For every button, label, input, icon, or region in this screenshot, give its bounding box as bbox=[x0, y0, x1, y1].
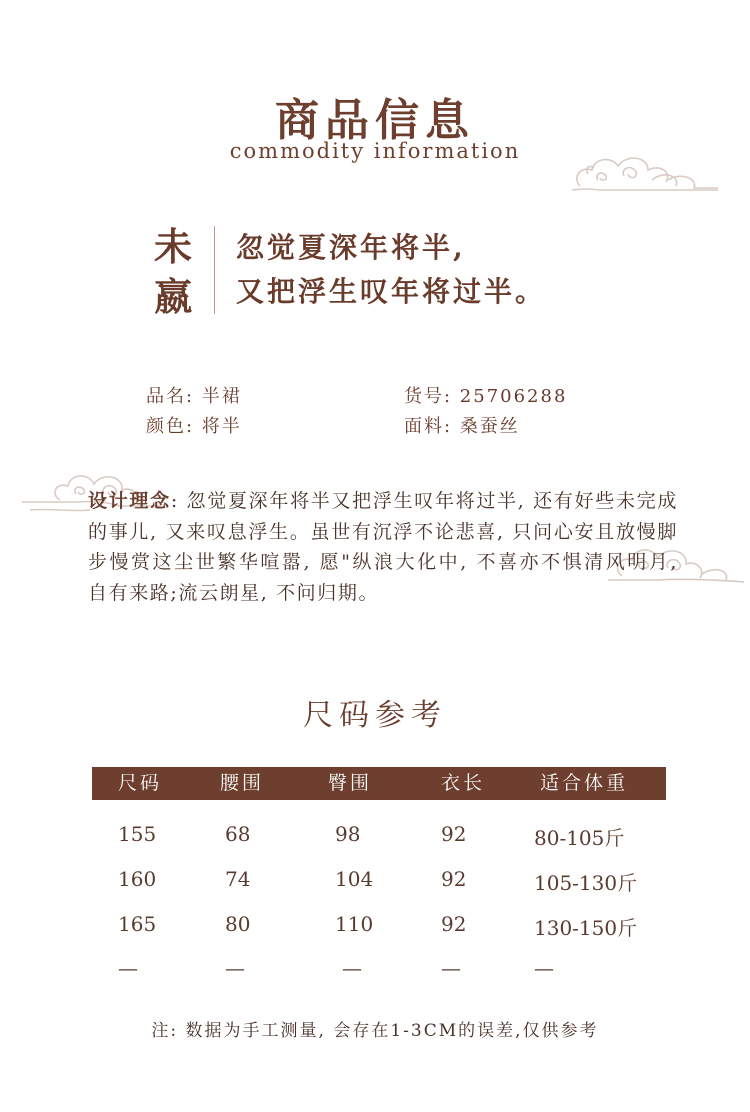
table-cell: 160 bbox=[118, 867, 157, 891]
poem-author bbox=[154, 222, 204, 322]
table-cell: 92 bbox=[441, 867, 467, 891]
poem-divider bbox=[214, 226, 215, 314]
poem-author-char-2: 嬴 bbox=[154, 274, 193, 319]
table-cell: — bbox=[342, 956, 362, 980]
header-size: 尺码 bbox=[118, 772, 163, 794]
header-hip: 臀围 bbox=[328, 772, 373, 794]
table-cell: 80-105斤 bbox=[534, 826, 625, 850]
table-cell: — bbox=[534, 956, 554, 980]
product-color: 颜色: 将半 bbox=[146, 416, 242, 437]
table-cell: 80 bbox=[225, 912, 251, 936]
table-cell: 68 bbox=[225, 822, 251, 846]
table-cell: — bbox=[118, 956, 138, 980]
table-cell: — bbox=[441, 956, 461, 980]
table-cell: 74 bbox=[225, 867, 251, 891]
product-fabric: 面料: 桑蚕丝 bbox=[404, 416, 520, 437]
table-cell: 110 bbox=[335, 912, 374, 936]
table-cell: 105-130斤 bbox=[534, 871, 638, 895]
size-chart-title: 尺码参考 bbox=[303, 698, 447, 733]
measurement-note: 注: 数据为手工测量, 会存在1-3CM的误差,仅供参考 bbox=[151, 1021, 599, 1041]
product-name: 品名: 半裙 bbox=[146, 386, 242, 407]
table-cell: 130-150斤 bbox=[534, 916, 638, 940]
table-cell: 165 bbox=[118, 912, 157, 936]
table-cell: 92 bbox=[441, 912, 467, 936]
poem-line-2: 又把浮生叹年将过半。 bbox=[236, 275, 547, 308]
page-title: 商品信息 bbox=[275, 95, 475, 146]
header-waist: 腰围 bbox=[220, 772, 265, 794]
design-concept bbox=[88, 486, 678, 608]
page-subtitle: commodity information bbox=[229, 139, 521, 163]
product-item-number: 货号: 25706288 bbox=[404, 386, 568, 407]
table-cell: 98 bbox=[335, 822, 361, 846]
table-cell: 155 bbox=[118, 822, 157, 846]
header-length: 衣长 bbox=[441, 772, 486, 794]
cloud-ornament-top bbox=[568, 150, 728, 196]
design-concept-text: : 忽觉夏深年将半又把浮生叹年将过半, 还有好些未完成的事儿, 又来叹息浮生。虽世有沉浮不论悲喜, 只问心安且放慢脚步慢赏这尘世繁华喧嚣, 愿"纵浪大化中, 不喜亦不惧清风明月, 自有来路;流云朗星, 不问归期。 bbox=[88, 490, 678, 604]
table-cell: 92 bbox=[441, 822, 467, 846]
table-cell: 104 bbox=[335, 867, 374, 891]
header-weight: 适合体重 bbox=[540, 772, 629, 794]
poem-text bbox=[236, 226, 546, 314]
poem-line-1: 忽觉夏深年将半, bbox=[236, 231, 466, 264]
design-concept-label: 设计理念 bbox=[88, 490, 171, 512]
table-cell: — bbox=[225, 956, 245, 980]
poem-author-char-1: 未 bbox=[154, 224, 193, 269]
